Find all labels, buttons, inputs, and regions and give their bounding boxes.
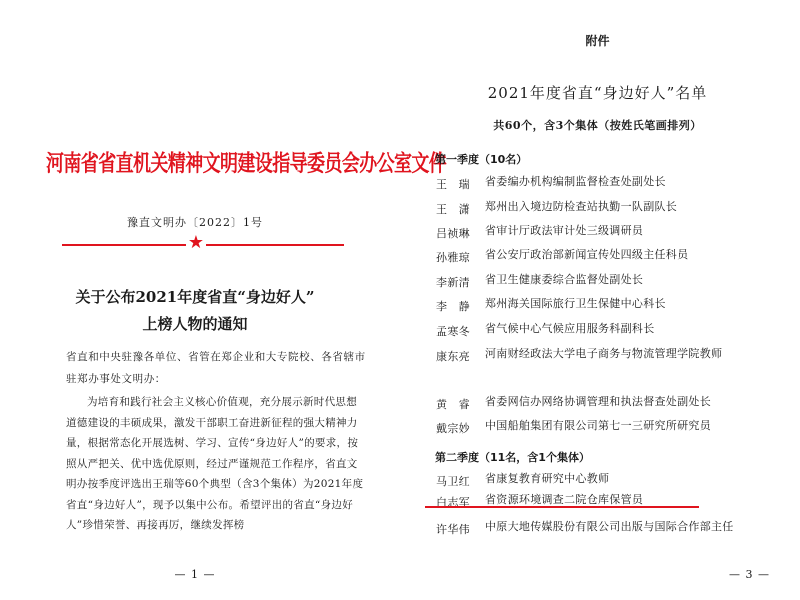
person-desc: 省委编办机构编制监督检查处副处长 — [485, 175, 666, 188]
red-header-title: 河南省省直机关精神文明建设指导委员会办公室文件 — [46, 151, 447, 178]
notice-title-line1: 关于公布2021年度省直“身边好人” — [75, 288, 315, 306]
person-name: 吕祯琳 — [436, 227, 470, 240]
person-desc: 郑州海关国际旅行卫生保健中心科长 — [485, 297, 666, 310]
page-number-left: — 1 — — [174, 568, 216, 581]
attachment-label: 附件 — [585, 34, 610, 48]
person-name: 王 潇 — [436, 203, 470, 216]
season2-heading: 第二季度（11名，含1个集体） — [435, 451, 590, 464]
person-name: 戴宗妙 — [436, 422, 470, 435]
person-name: 李 静 — [436, 300, 470, 313]
season1-heading: 第一季度（10名） — [435, 153, 528, 166]
right-page — [395, 0, 800, 600]
person-name: 康东亮 — [436, 350, 470, 363]
person-desc: 河南财经政法大学电子商务与物流管理学院教师 — [485, 347, 723, 360]
addressee: 省直和中央驻豫各单位、省管在郑企业和大专院校、各省辖市驻郑办事处文明办： — [66, 351, 366, 385]
person-desc: 省康复教育研究中心教师 — [485, 472, 610, 485]
document-number: 豫直文明办〔2022〕1号 — [127, 216, 263, 229]
person-name: 白志军 — [436, 496, 470, 509]
person-desc: 省气候中心气候应用服务科副科长 — [485, 322, 655, 335]
red-star-icon: ★ — [187, 232, 205, 253]
person-desc: 中国船舶集团有限公司第七一三研究所研究员 — [485, 419, 711, 432]
person-name: 王 瑞 — [436, 178, 470, 191]
red-underline-highlight — [425, 506, 699, 508]
person-desc: 省公安厅政治部新闻宣传处四级主任科员 — [485, 248, 689, 261]
person-desc: 中原大地传媒股份有限公司出版与国际合作部主任 — [485, 520, 734, 533]
notice-title-line2: 上榜人物的通知 — [142, 315, 248, 333]
person-name: 李新清 — [436, 276, 470, 289]
list-title: 2021年度省直“身边好人”名单 — [487, 84, 708, 102]
person-desc: 省资源环境调查二院仓库保管员 — [485, 493, 644, 506]
person-name: 孟寒冬 — [436, 325, 470, 338]
person-desc: 郑州出入境边防检查站执勤一队副队长 — [485, 200, 678, 213]
person-name: 许华伟 — [436, 523, 470, 536]
person-desc: 省委网信办网络协调管理和执法督查处副处长 — [485, 395, 711, 408]
person-desc: 省卫生健康委综合监督处副处长 — [485, 273, 644, 286]
notice-body: 为培育和践行社会主义核心价值观，充分展示新时代思想道德建设的丰硕成果，激发干部职工奋进新征程的强大精神力量，根据常态化开展选树、学习、宣传“身边好人”的要求，按照从严把关、优中选优原则，经过严谨规范工作程序，省直文明办按季度评选出王瑞等60个典型（含3个集体）为2021年度省直“身边好人”，现予以集中公布。希望评出的省直“身边好人”珍惜荣誉、再接再厉，继续发挥榜 — [66, 396, 364, 531]
person-name: 马卫红 — [436, 475, 470, 488]
red-divider-right — [206, 244, 344, 246]
red-divider-left — [62, 244, 186, 246]
person-name: 孙雅琼 — [436, 251, 470, 264]
person-desc: 省审计厅政法审计处三级调研员 — [485, 224, 644, 237]
page-number-right: — 3 — — [729, 568, 770, 581]
person-name: 黄 睿 — [436, 398, 470, 411]
list-subtitle: 共60个，含3个集体（按姓氏笔画排列） — [493, 119, 702, 132]
